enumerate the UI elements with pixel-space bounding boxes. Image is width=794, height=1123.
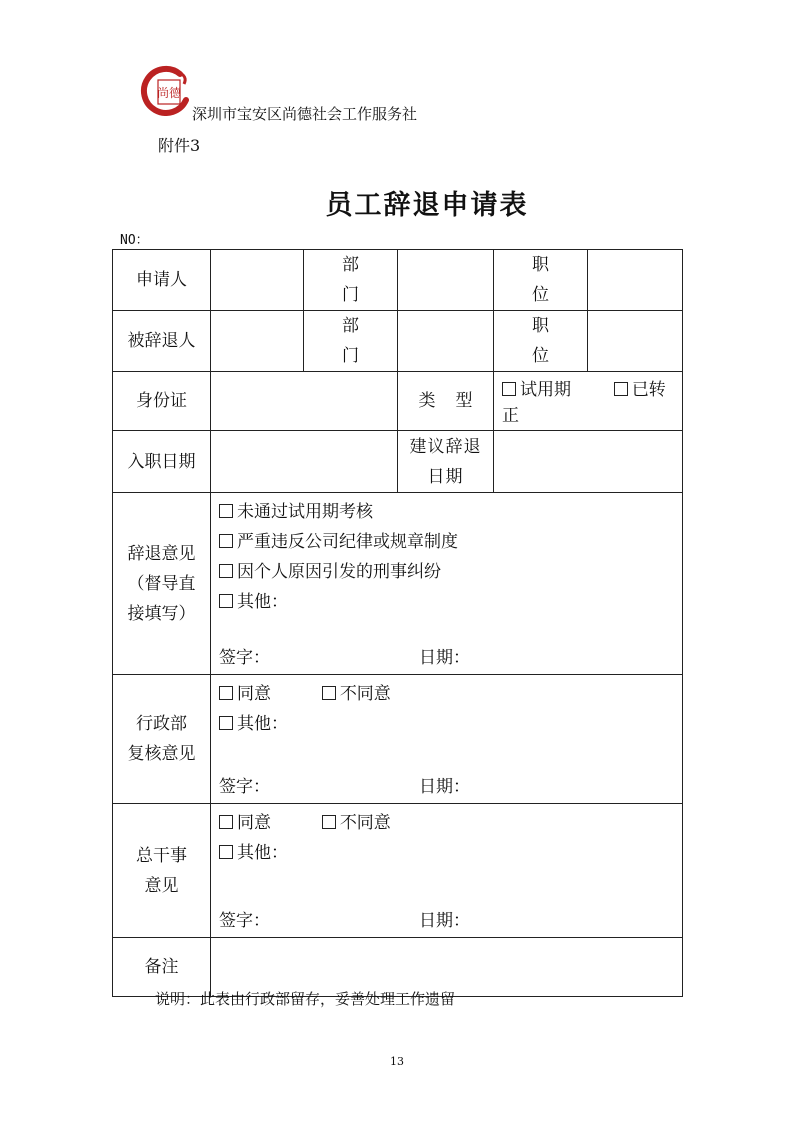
org-logo [140,64,192,116]
entry-date-field[interactable] [211,431,398,493]
director-other-checkbox[interactable] [219,845,233,859]
director-label-line2: 意见 [144,875,179,896]
opinion-label-line1: 辞退意见 [127,543,196,564]
opinion-date-label: 日期： [419,648,470,668]
regular-checkbox[interactable] [614,382,628,396]
director-sign-label: 签字： [219,911,270,931]
applicant-field[interactable] [211,250,304,311]
opinion-other-checkbox[interactable] [219,594,233,608]
failed-probation-checkbox[interactable] [219,504,233,518]
suggested-date-label-line1: 建议辞退 [409,436,482,457]
director-opinion-options [211,804,683,938]
dismissed-dept-field[interactable] [398,311,494,372]
director-other-label: 其他： [237,843,288,863]
admin-agree-label: 同意 [237,684,271,704]
form-note: 说明：此表由行政部留存，妥善处理工作遗留 [155,990,456,1008]
opinion-sign-label: 签字： [219,648,270,668]
admin-disagree-checkbox[interactable] [322,686,336,700]
form-title: 员工辞退申请表 [325,190,529,221]
organization-name: 深圳市宝安区尚德社会工作服务社 [192,105,418,123]
admin-label-line1: 行政部 [136,714,187,734]
suggested-dismissal-date-field[interactable] [494,431,683,493]
opinion-other-label: 其他： [237,592,288,612]
dismissed-position-label: 职位 [494,311,588,372]
dismissal-opinion-label [113,493,211,675]
applicant-dept-label: 部门 [304,250,398,311]
applicant-position-field[interactable] [588,250,683,311]
admin-label-line2: 复核意见 [127,744,196,764]
dismissed-person-label: 被辞退人 [113,311,211,372]
serious-violation-label: 严重违反公司纪律或规章制度 [237,532,458,552]
director-agree-label: 同意 [237,813,271,833]
dismissal-form-table [112,249,683,997]
dismissed-dept-label: 部门 [304,311,398,372]
director-date-label: 日期： [419,911,470,931]
criminal-dispute-checkbox[interactable] [219,564,233,578]
id-card-label: 身份证 [113,372,211,431]
director-signature-row [219,906,519,931]
applicant-dept-field[interactable] [398,250,494,311]
id-card-field[interactable] [211,372,398,431]
remark-label: 备注 [113,938,211,997]
probation-option-label: 试用期 [520,380,571,400]
employee-type-options [494,372,683,431]
employee-type-label: 类型 [398,372,494,431]
dismissal-opinion-options [211,493,683,675]
admin-sign-label: 签字： [219,777,270,797]
dismissed-person-field[interactable] [211,311,304,372]
admin-review-options [211,675,683,804]
admin-signature-row [219,772,519,797]
entry-date-label: 入职日期 [113,431,211,493]
director-disagree-checkbox[interactable] [322,815,336,829]
admin-agree-checkbox[interactable] [219,686,233,700]
admin-other-label: 其他： [237,714,288,734]
applicant-position-label: 职位 [494,250,588,311]
applicant-label: 申请人 [113,250,211,311]
regular-option-label: 已转正 [502,380,666,426]
opinion-label-line3: 接填写） [127,603,196,624]
opinion-signature-row [219,643,519,668]
probation-checkbox[interactable] [502,382,516,396]
admin-date-label: 日期： [419,777,470,797]
dismissed-position-field[interactable] [588,311,683,372]
admin-disagree-label: 不同意 [339,684,391,704]
director-disagree-label: 不同意 [339,813,391,833]
opinion-label-line2: （督导直 [127,573,196,594]
suggested-dismissal-date-label [398,431,494,493]
suggested-date-label-line2: 日期 [427,466,464,487]
svg-text:尚德: 尚德 [156,86,182,100]
admin-other-checkbox[interactable] [219,716,233,730]
criminal-dispute-label: 因个人原因引发的刑事纠纷 [237,562,441,582]
attachment-label: 附件3 [158,136,201,155]
director-agree-checkbox[interactable] [219,815,233,829]
failed-probation-label: 未通过试用期考核 [237,502,373,522]
form-number-label: NO： [120,233,149,248]
admin-review-label [113,675,211,804]
director-label-line1: 总干事 [136,845,187,866]
director-opinion-label [113,804,211,938]
page-number: 13 [390,1055,404,1068]
serious-violation-checkbox[interactable] [219,534,233,548]
